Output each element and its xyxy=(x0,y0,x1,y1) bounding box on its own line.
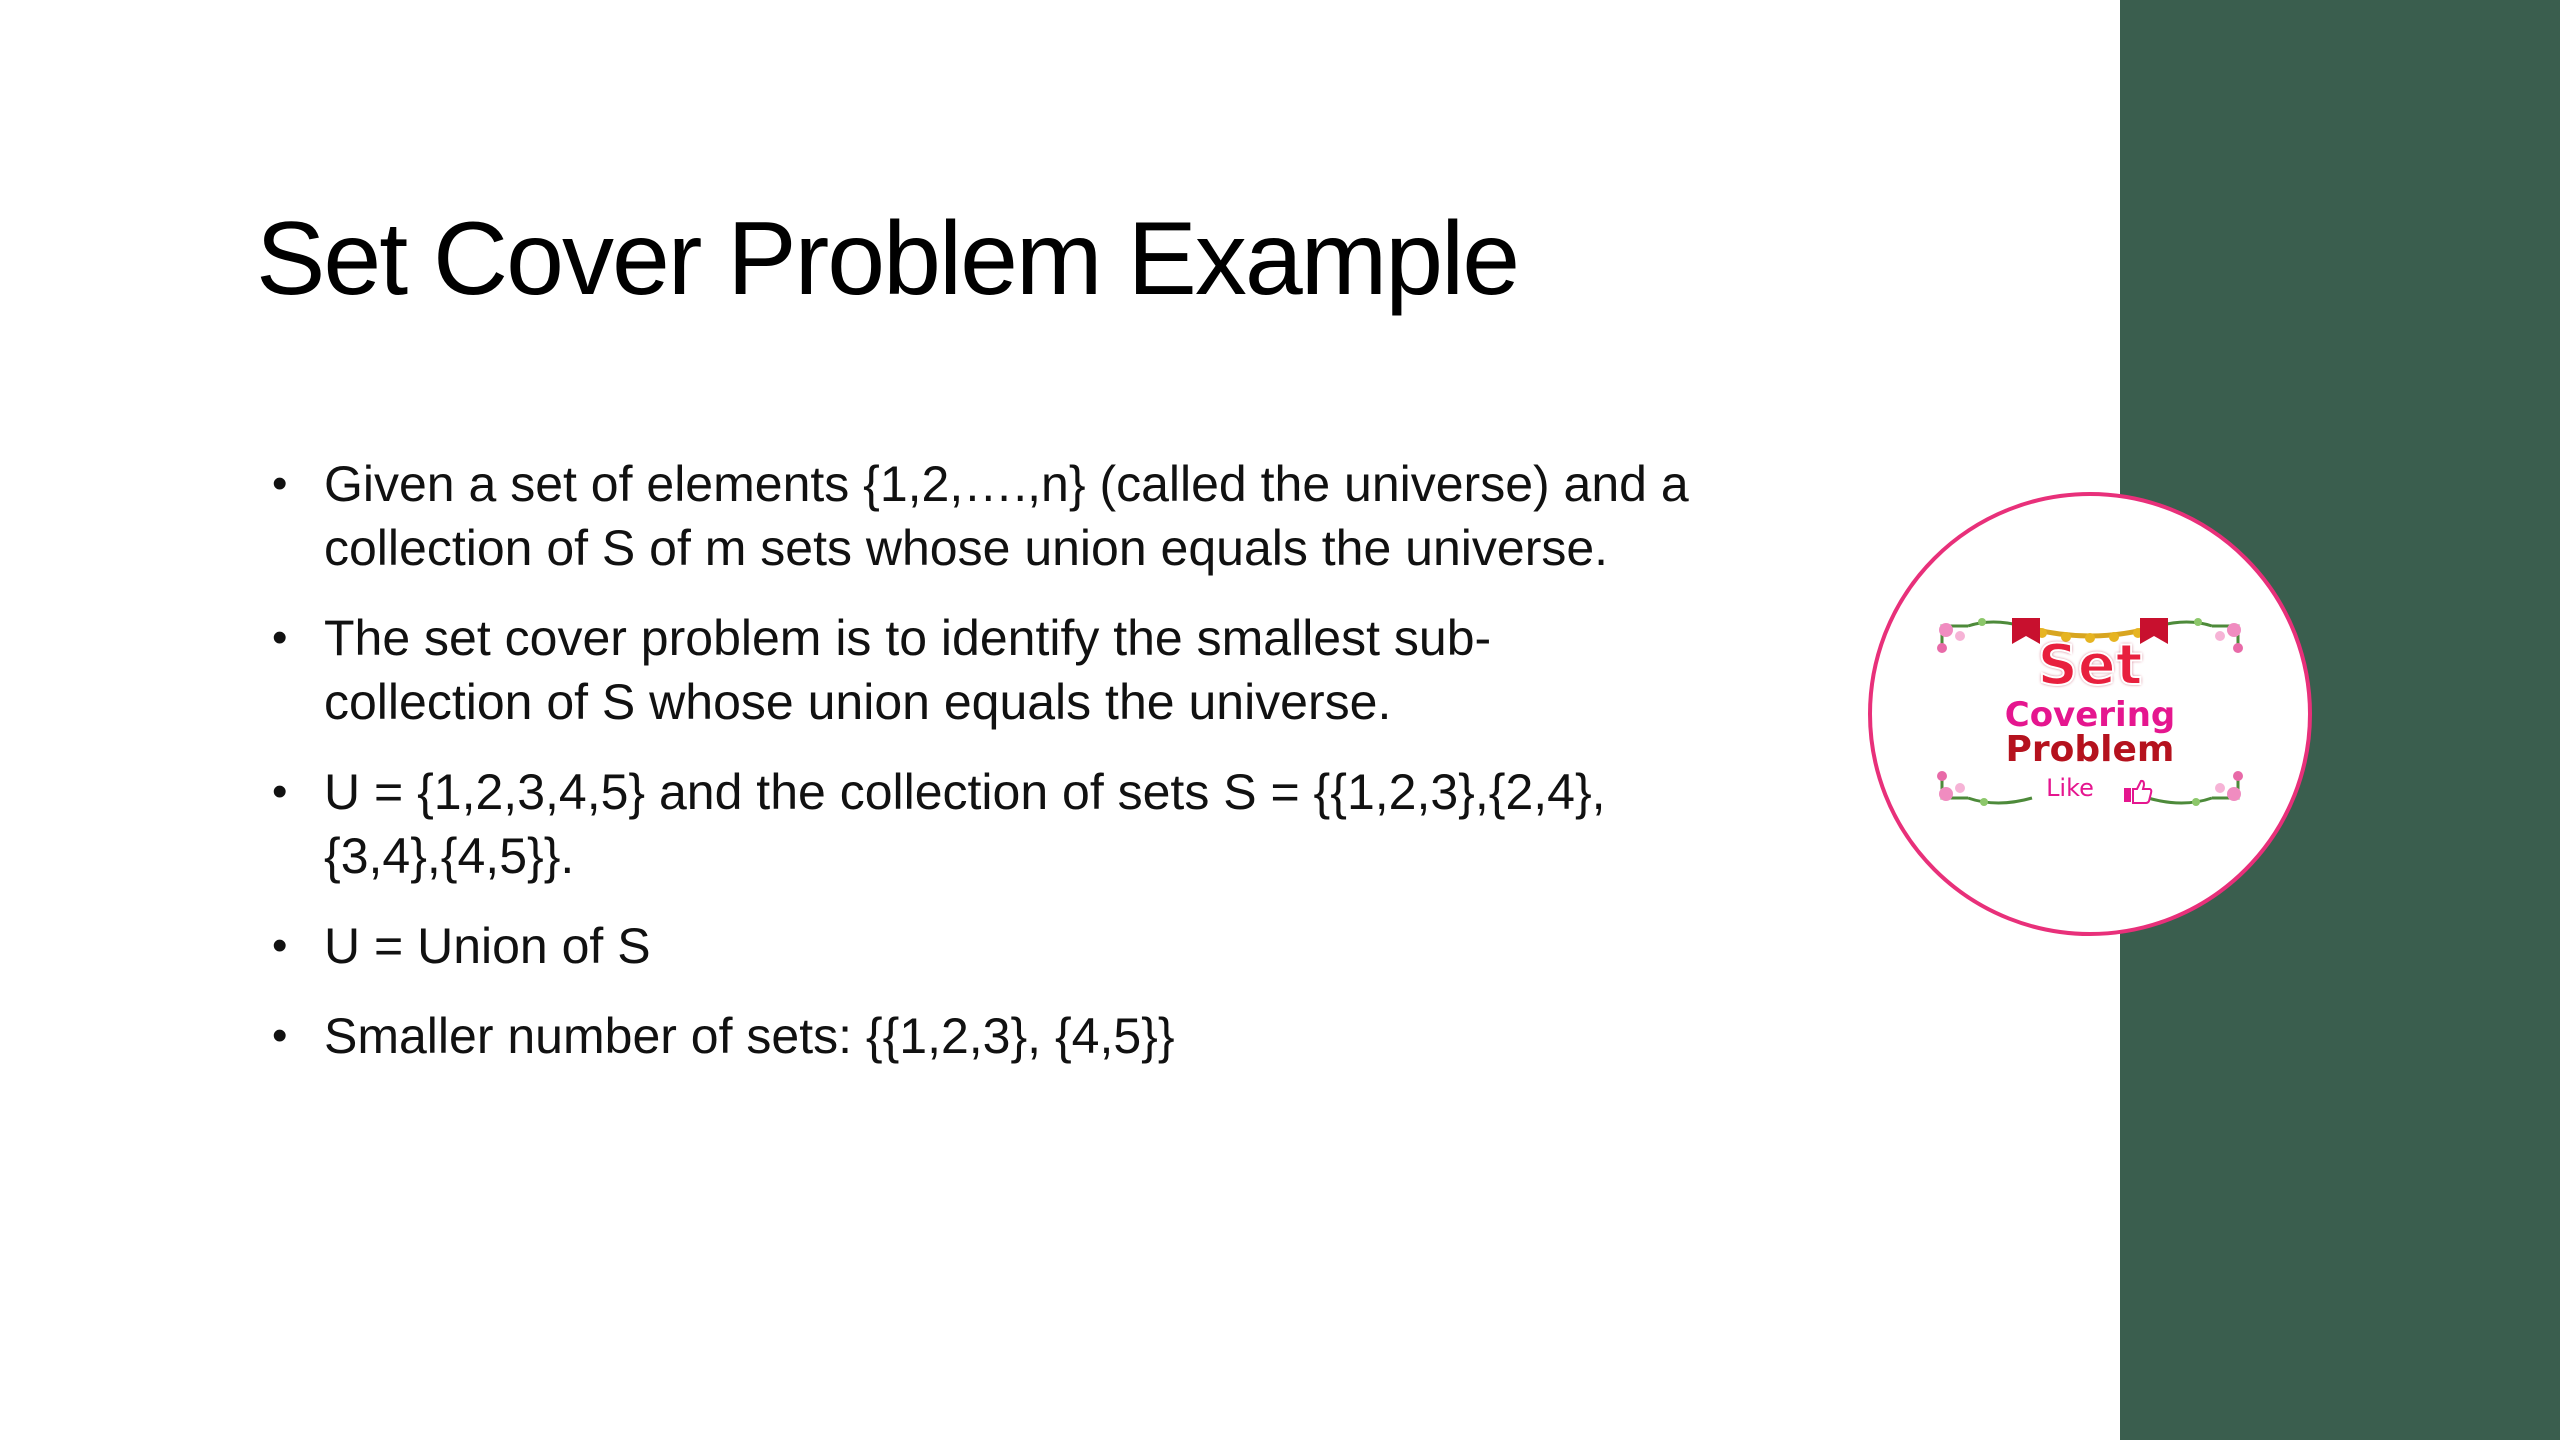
badge-title-problem: Problem xyxy=(2005,729,2175,770)
badge-like-label xyxy=(1872,774,2308,802)
bullet-text: U = Union of S xyxy=(324,918,651,974)
bullet-item xyxy=(272,760,1692,888)
set-covering-badge xyxy=(1868,492,2312,936)
bullet-text: U = {1,2,3,4,5} and the collection of sets S = {{1,2,3},{2,4},{3,4},{4,5}}. xyxy=(324,764,1606,884)
bullet-dot: • xyxy=(272,1011,288,1060)
bullet-dot: • xyxy=(272,921,288,970)
bullet-list xyxy=(272,452,1692,1094)
bullet-item xyxy=(272,914,1692,978)
bullet-text: Smaller number of sets: {{1,2,3}, {4,5}} xyxy=(324,1008,1175,1064)
bullet-text: The set cover problem is to identify the smallest sub-collection of S whose union equals the universe. xyxy=(324,610,1492,730)
bullet-text: Given a set of elements {1,2,….,n} (called the universe) and a collection of S of m sets whose union equals the universe. xyxy=(324,456,1689,576)
bullet-item xyxy=(272,1004,1692,1068)
bullet-dot: • xyxy=(272,459,288,508)
badge-title-covering: Covering xyxy=(2004,695,2176,735)
bullet-item xyxy=(272,606,1692,734)
bullet-item xyxy=(272,452,1692,580)
slide-title: Set Cover Problem Example xyxy=(256,201,1519,317)
bullet-dot: • xyxy=(272,767,288,816)
bullet-dot: • xyxy=(272,613,288,662)
badge-like-text: Like xyxy=(2046,774,2094,802)
badge-title-set: Set xyxy=(2037,633,2143,698)
